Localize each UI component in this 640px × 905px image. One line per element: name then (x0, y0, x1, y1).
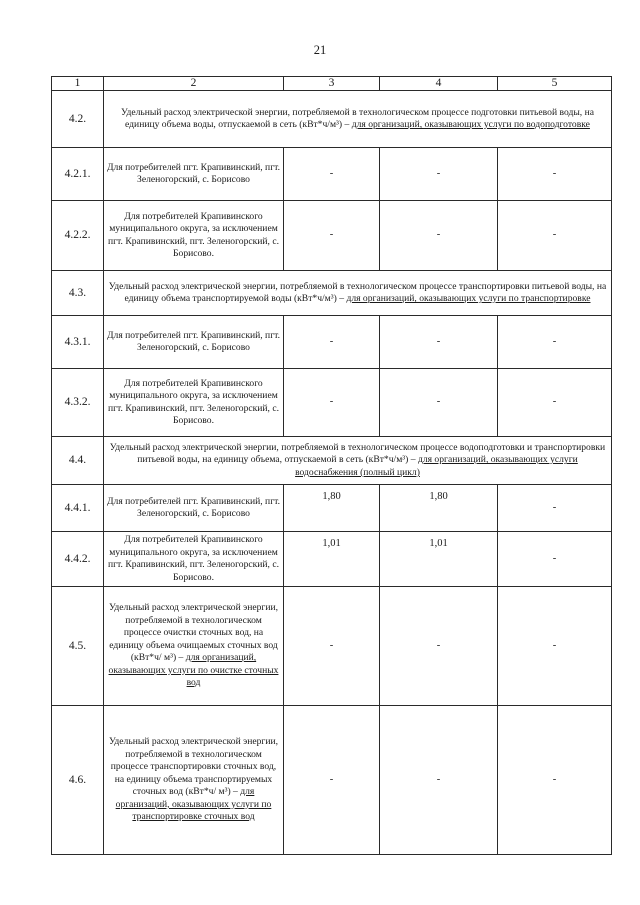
row-label: Для потребителей Крапивинского муниципального округа, за исключением пгт. Крапивинский, пгт. Зеленогорский, с. Борисово. (104, 532, 284, 587)
value-cell: - (498, 369, 612, 437)
table-row (52, 706, 612, 855)
row-label-underlined: для организаций, оказывающих услуги по транспортировке сточных вод (115, 786, 272, 823)
header-cell: 4 (380, 77, 498, 91)
page-number: 21 (313, 43, 327, 57)
header-cell: 5 (498, 77, 612, 91)
header-cell: 3 (284, 77, 380, 91)
value-cell: - (498, 587, 612, 706)
table-row (52, 485, 612, 532)
section-text-underlined: для организаций, оказывающих услуги по транспортировке (346, 293, 591, 304)
section-title (104, 437, 612, 485)
row-number: 4.3. (52, 271, 104, 316)
row-label: Для потребителей пгт. Крапивинский, пгт. Зеленогорский, с. Борисово (104, 316, 284, 369)
row-number: 4.4.2. (52, 532, 104, 587)
value-cell: - (284, 369, 380, 437)
row-label: Для потребителей пгт. Крапивинский, пгт. Зеленогорский, с. Борисово (104, 148, 284, 201)
section-text-underlined: для организаций, оказывающих услуги по водоподготовке (351, 119, 590, 130)
section-text-underlined: для организаций, оказывающих услуги водоснабжения (полный цикл) (295, 454, 578, 478)
value-cell: - (380, 148, 498, 201)
value-cell: - (380, 369, 498, 437)
header-row (52, 77, 612, 91)
value-cell: - (284, 316, 380, 369)
row-number: 4.6. (52, 706, 104, 855)
section-text: Удельный расход электрической энергии, потребляемой в технологическом процессе водоподготовки и транспортировки питьевой воды, на единицу объема, отпускаемой в сеть (кВт*ч/м³) – (109, 441, 606, 466)
section-title (104, 271, 612, 316)
row-number: 4.4.1. (52, 485, 104, 532)
value-cell: - (380, 201, 498, 271)
value-cell: 1,80 (380, 485, 498, 532)
table-row (52, 369, 612, 437)
table-row (52, 316, 612, 369)
section-text: Удельный расход электрической энергии, потребляемой в технологическом процессе подготовки питьевой воды, на единицу объема воды, отпускаемой в сеть (кВт*ч/м³) – (121, 106, 594, 130)
value-cell: - (498, 485, 612, 532)
section-text: Удельный расход электрической энергии, потребляемой в технологическом процессе транспортировки питьевой воды, на единицу объема транспортируемой воды (кВт*ч/м³) – (108, 280, 607, 304)
value-cell: - (380, 706, 498, 855)
row-label-text: Удельный расход электрической энергии, потребляемой в технологическом процессе транспортировки сточных вод, на единицу объема транспортируемых сточных вод (кВт*ч/ м³) – (108, 736, 279, 798)
section-row (52, 271, 612, 316)
header-cell: 1 (52, 77, 104, 91)
section-row (52, 437, 612, 485)
value-cell: - (498, 201, 612, 271)
value-cell: - (498, 706, 612, 855)
header-cell: 2 (104, 77, 284, 91)
row-label: Для потребителей Крапивинского муниципального округа, за исключением пгт. Крапивинский, пгт. Зеленогорский, с. Борисово. (104, 369, 284, 437)
value-cell: - (498, 532, 612, 587)
row-label: Для потребителей Крапивинского муниципального округа, за исключением пгт. Крапивинский, пгт. Зеленогорский, с. Борисово. (104, 201, 284, 271)
row-number: 4.4. (52, 437, 104, 485)
table-row (52, 148, 612, 201)
row-label (104, 706, 284, 855)
row-number: 4.2. (52, 91, 104, 148)
value-cell: - (380, 587, 498, 706)
table-row (52, 532, 612, 587)
row-number: 4.2.2. (52, 201, 104, 271)
data-table (51, 76, 612, 855)
value-cell: - (284, 148, 380, 201)
value-cell: - (284, 706, 380, 855)
row-label (104, 587, 284, 706)
value-cell: 1,01 (380, 532, 498, 587)
value-cell: - (284, 201, 380, 271)
row-number: 4.5. (52, 587, 104, 706)
table-row (52, 587, 612, 706)
value-cell: - (498, 148, 612, 201)
table-row (52, 201, 612, 271)
row-number: 4.3.1. (52, 316, 104, 369)
row-label: Для потребителей пгт. Крапивинский, пгт. Зеленогорский, с. Борисово (104, 485, 284, 532)
row-label-text: Удельный расход электрической энергии, потребляемой в технологическом процессе очистки сточных вод, на единицу объема очищаемых сточных вод (кВт*ч/ м³) – (108, 602, 279, 664)
section-title (104, 91, 612, 148)
value-cell: - (498, 316, 612, 369)
value-cell: - (284, 587, 380, 706)
row-number: 4.2.1. (52, 148, 104, 201)
value-cell: - (380, 316, 498, 369)
section-row (52, 91, 612, 148)
row-label-underlined: для организаций, оказывающих услуги по очистке сточных вод (108, 652, 279, 689)
value-cell: 1,01 (284, 532, 380, 587)
row-number: 4.3.2. (52, 369, 104, 437)
value-cell: 1,80 (284, 485, 380, 532)
